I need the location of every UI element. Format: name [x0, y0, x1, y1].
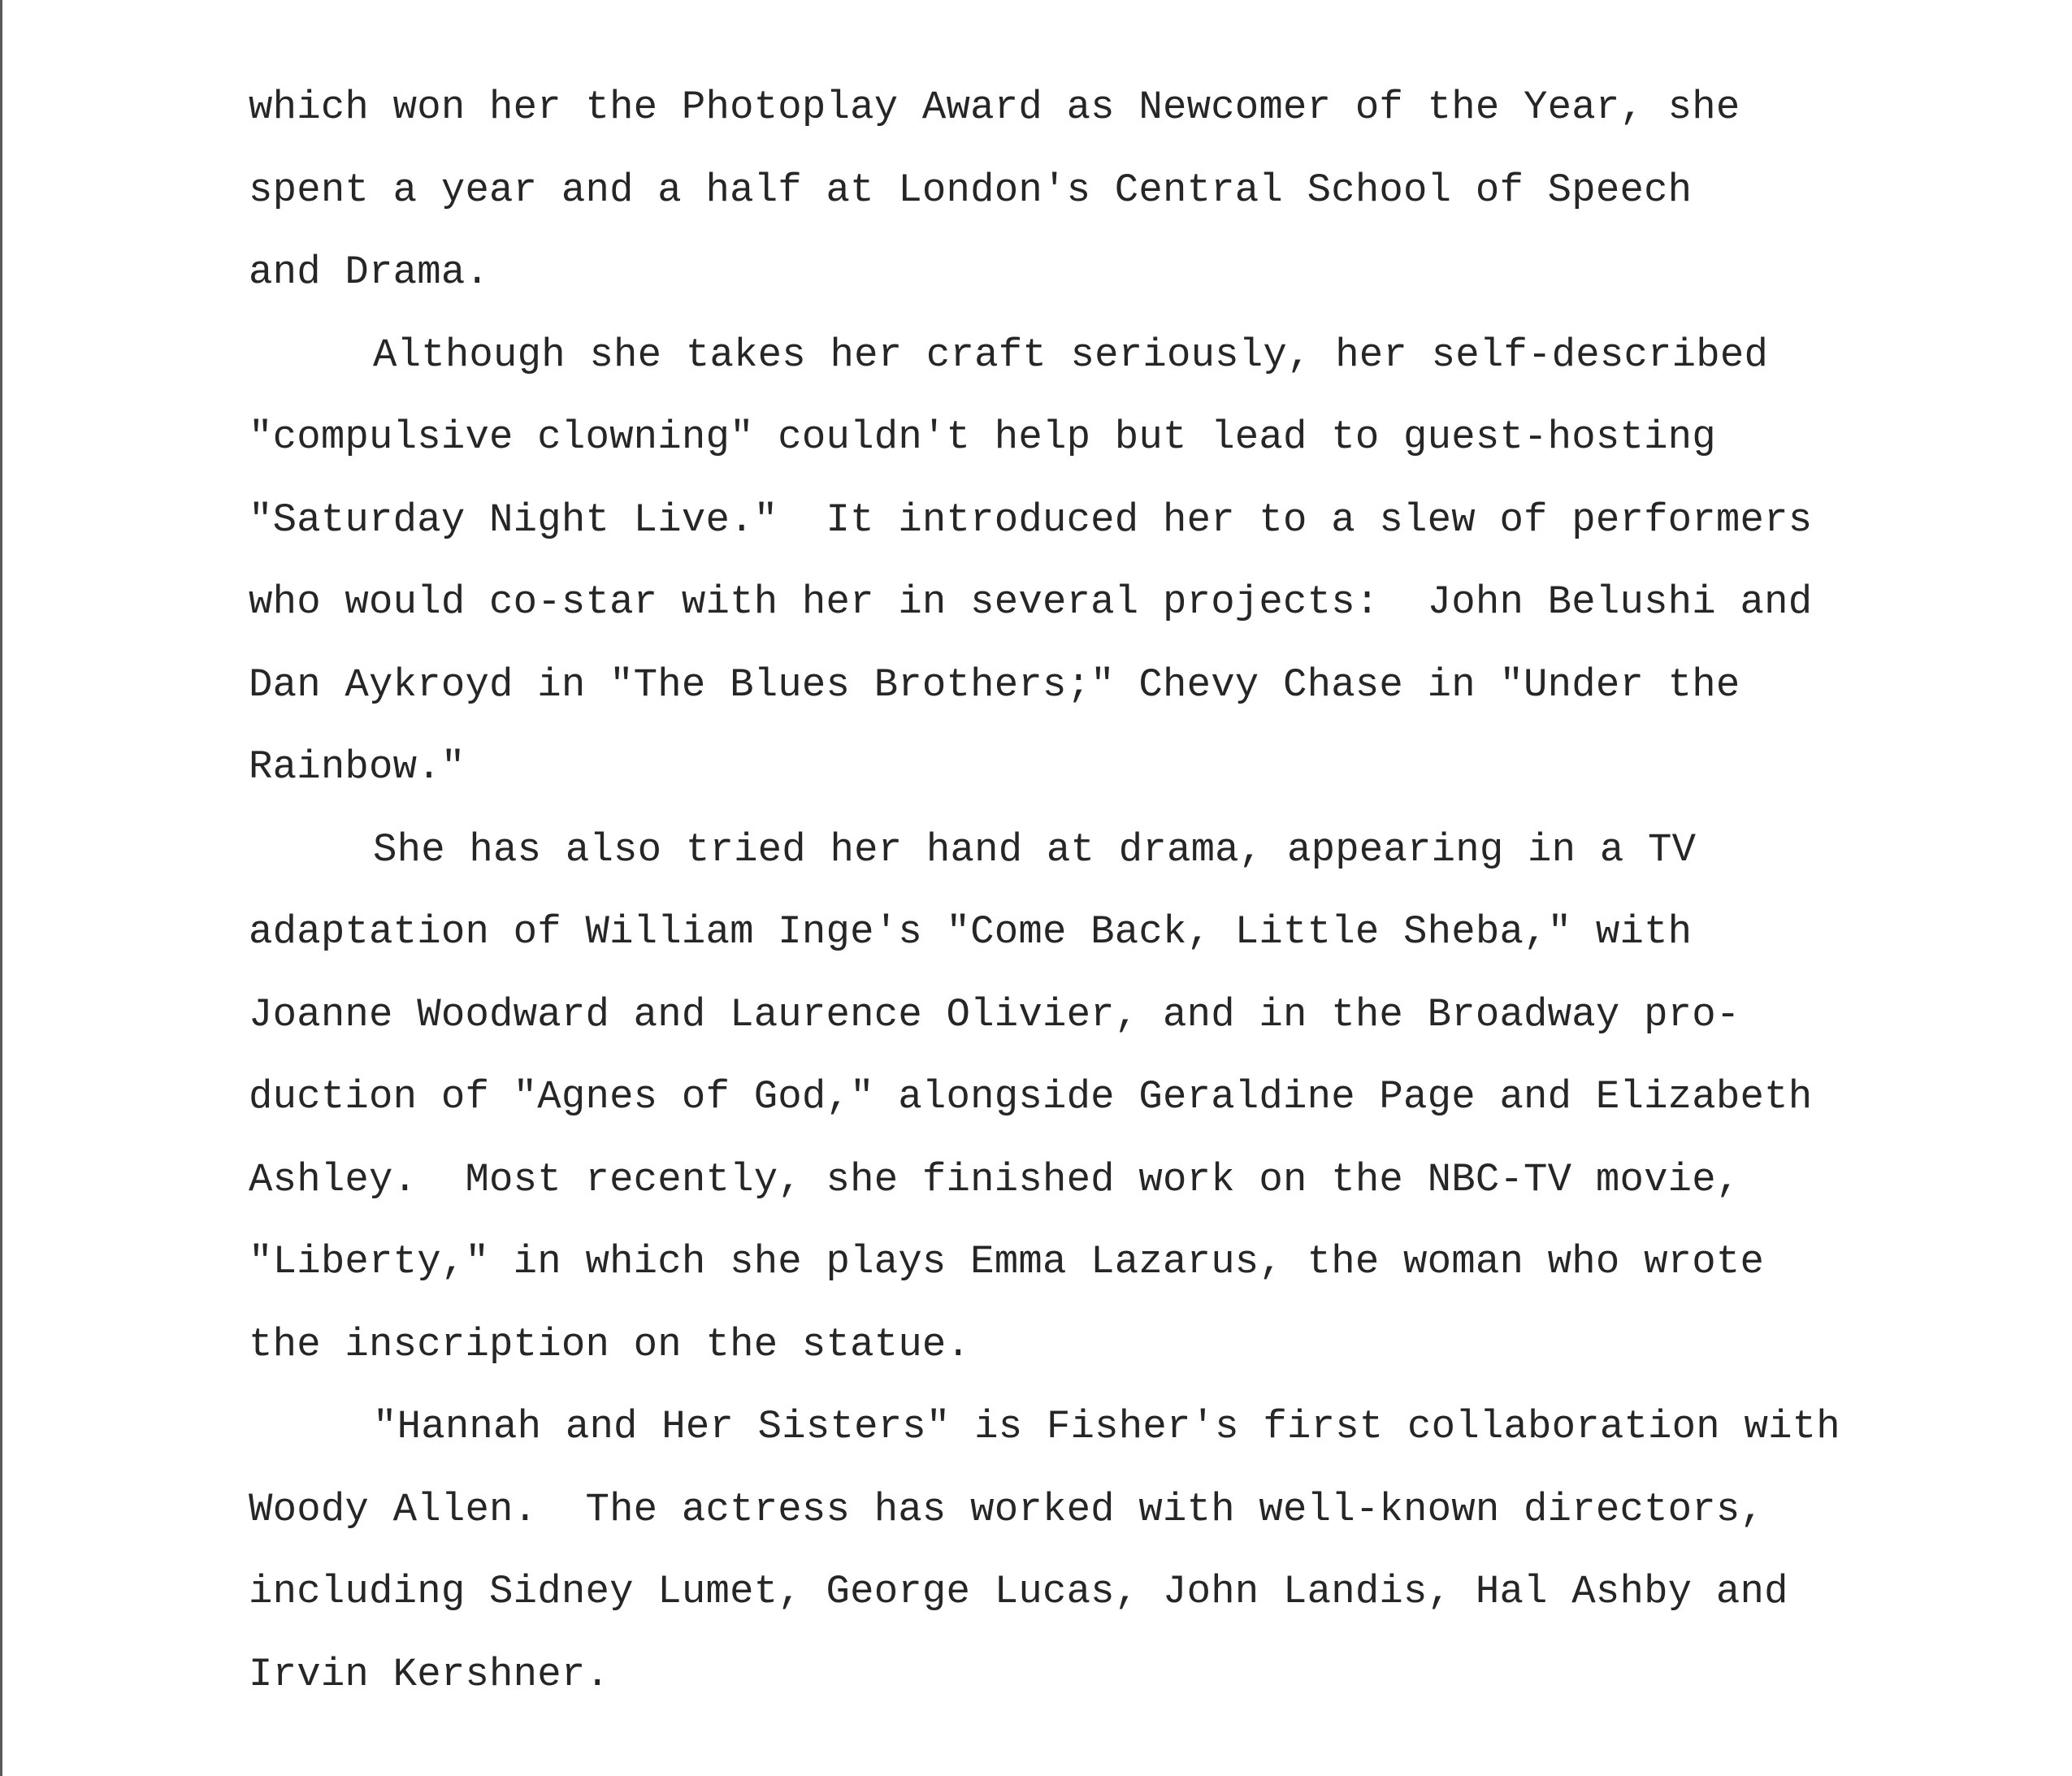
paragraph-first-line: "Hannah and Her Sisters" is Fisher's first collaboration with [373, 1404, 1840, 1449]
text-line: "Liberty," in which she plays Emma Lazarus, the woman who wrote [249, 1239, 1765, 1284]
text-line: and Drama. [249, 249, 490, 295]
page-left-edge [0, 0, 2, 1776]
text-line: adaptation of William Inge's "Come Back, Little Sheba," with [249, 909, 1693, 955]
text-line: Rainbow." [249, 744, 466, 790]
text-line: Woody Allen. The actress has worked with well-known directors, [249, 1486, 1765, 1532]
text-line: Irvin Kershner. [249, 1651, 610, 1697]
text-line: which won her the Photoplay Award as Newcomer of the Year, she [249, 84, 1740, 130]
text-line: Joanne Woodward and Laurence Olivier, and in the Broadway pro- [249, 991, 1740, 1037]
body-text [249, 67, 1955, 1716]
text-line: Dan Aykroyd in "The Blues Brothers;" Chevy Chase in "Under the [249, 661, 1740, 708]
text-line: "Saturday Night Live." It introduced her to a slew of performers [249, 496, 1813, 543]
text-line: spent a year and a half at London's Central School of Speech [249, 167, 1693, 213]
paragraph-first-line: Although she takes her craft seriously, her self-described [373, 331, 1769, 378]
text-line: who would co-star with her in several projects: John Belushi and [249, 579, 1813, 625]
text-line: "compulsive clowning" couldn't help but lead to guest-hosting [249, 414, 1716, 460]
text-line: the inscription on the statue. [249, 1321, 971, 1367]
paragraph-first-line: She has also tried her hand at drama, appearing in a TV [373, 826, 1697, 873]
text-line: including Sidney Lumet, George Lucas, John Landis, Hal Ashby and [249, 1569, 1788, 1614]
text-line: Ashley. Most recently, she finished work on the NBC-TV movie, [249, 1156, 1740, 1202]
text-line: duction of "Agnes of God," alongside Geraldine Page and Elizabeth [249, 1074, 1813, 1120]
